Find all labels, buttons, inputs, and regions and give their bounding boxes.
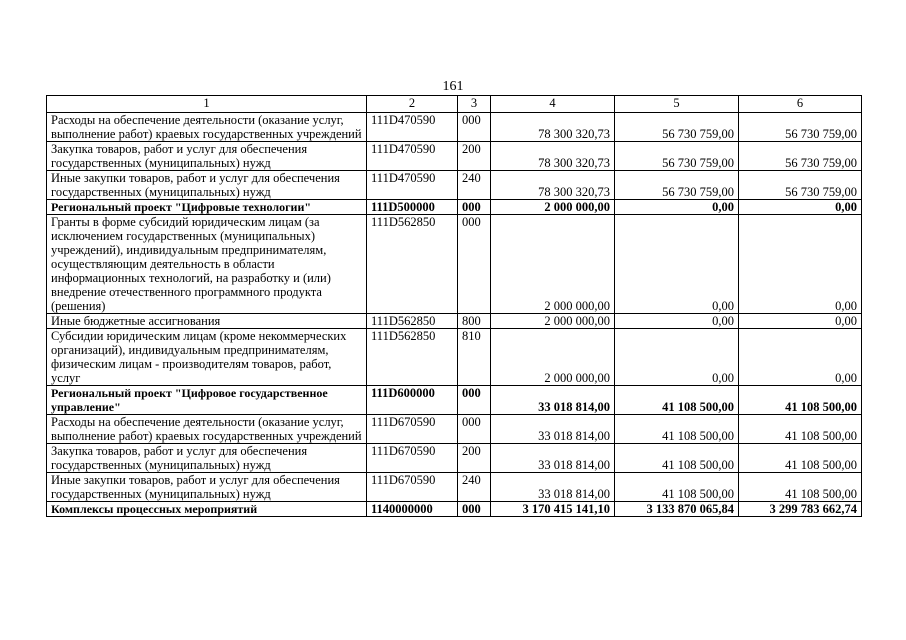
cell-target-code: 111D500000 [367,200,458,215]
cell-amount-2: 56 730 759,00 [615,142,739,171]
cell-amount-2: 56 730 759,00 [615,113,739,142]
cell-target-code: 111D670590 [367,473,458,502]
cell-amount-3: 56 730 759,00 [739,142,862,171]
cell-amount-1: 33 018 814,00 [491,444,615,473]
table-row [47,314,862,329]
cell-name: Закупка товаров, работ и услуг для обеспечения государственных (муниципальных) нужд [47,142,367,171]
cell-target-code: 111D470590 [367,113,458,142]
cell-amount-2: 41 108 500,00 [615,473,739,502]
cell-name: Расходы на обеспечение деятельности (оказание услуг, выполнение работ) краевых государственных учреждений [47,415,367,444]
cell-amount-1: 2 000 000,00 [491,314,615,329]
cell-amount-3: 3 299 783 662,74 [739,502,862,517]
cell-amount-3: 56 730 759,00 [739,113,862,142]
cell-name: Региональный проект "Цифровые технологии" [47,200,367,215]
table-row-section [47,502,862,517]
cell-amount-2: 41 108 500,00 [615,444,739,473]
column-header: 1 [47,96,367,113]
cell-expense-type: 200 [458,142,491,171]
table-row [47,415,862,444]
cell-amount-2: 0,00 [615,200,739,215]
cell-amount-1: 2 000 000,00 [491,200,615,215]
cell-target-code: 111D562850 [367,314,458,329]
cell-amount-2: 3 133 870 065,84 [615,502,739,517]
table-row [47,473,862,502]
page-number: 161 [442,79,464,94]
column-header: 4 [491,96,615,113]
cell-amount-1: 2 000 000,00 [491,215,615,314]
column-header: 2 [367,96,458,113]
cell-expense-type: 800 [458,314,491,329]
cell-name: Закупка товаров, работ и услуг для обеспечения государственных (муниципальных) нужд [47,444,367,473]
cell-name: Региональный проект "Цифровое государственное управление" [47,386,367,415]
table-row [47,329,862,386]
cell-amount-3: 0,00 [739,200,862,215]
column-header: 5 [615,96,739,113]
cell-amount-2: 41 108 500,00 [615,415,739,444]
cell-amount-3: 41 108 500,00 [739,444,862,473]
column-number-row [47,96,862,113]
cell-amount-1: 78 300 320,73 [491,113,615,142]
cell-target-code: 111D600000 [367,386,458,415]
cell-amount-2: 0,00 [615,314,739,329]
cell-amount-1: 3 170 415 141,10 [491,502,615,517]
cell-target-code: 1140000000 [367,502,458,517]
cell-name: Расходы на обеспечение деятельности (оказание услуг, выполнение работ) краевых государственных учреждений [47,113,367,142]
cell-name: Иные закупки товаров, работ и услуг для обеспечения государственных (муниципальных) нужд [47,473,367,502]
cell-name: Иные бюджетные ассигнования [47,314,367,329]
cell-amount-1: 33 018 814,00 [491,415,615,444]
cell-amount-1: 78 300 320,73 [491,171,615,200]
cell-expense-type: 000 [458,386,491,415]
column-header: 3 [458,96,491,113]
cell-name: Гранты в форме субсидий юридическим лицам (за исключением государственных (муниципальных) учреждений), индивидуальным предпринимателям, осуществляющим деятельность в области информационных технологий, на разработку и (или) внедрение отечественного программного продукта (решения) [47,215,367,314]
cell-expense-type: 000 [458,113,491,142]
budget-table [46,95,862,517]
table-row-section [47,200,862,215]
cell-amount-2: 56 730 759,00 [615,171,739,200]
table-row [47,215,862,314]
column-header: 6 [739,96,862,113]
cell-target-code: 111D670590 [367,444,458,473]
cell-name: Комплексы процессных мероприятий [47,502,367,517]
cell-expense-type: 240 [458,171,491,200]
cell-expense-type: 810 [458,329,491,386]
cell-expense-type: 000 [458,215,491,314]
cell-amount-3: 41 108 500,00 [739,386,862,415]
cell-name: Субсидии юридическим лицам (кроме некоммерческих организаций), индивидуальным предпринимателям, физическим лицам - производителям товаров, работ, услуг [47,329,367,386]
cell-amount-3: 41 108 500,00 [739,415,862,444]
cell-target-code: 111D670590 [367,415,458,444]
table-row [47,142,862,171]
cell-amount-3: 41 108 500,00 [739,473,862,502]
cell-expense-type: 000 [458,415,491,444]
table-row-section [47,386,862,415]
table-row [47,171,862,200]
cell-target-code: 111D470590 [367,171,458,200]
table-row [47,444,862,473]
cell-expense-type: 240 [458,473,491,502]
cell-name: Иные закупки товаров, работ и услуг для обеспечения государственных (муниципальных) нужд [47,171,367,200]
cell-target-code: 111D470590 [367,142,458,171]
cell-amount-1: 2 000 000,00 [491,329,615,386]
cell-expense-type: 200 [458,444,491,473]
cell-amount-3: 56 730 759,00 [739,171,862,200]
cell-expense-type: 000 [458,502,491,517]
cell-target-code: 111D562850 [367,329,458,386]
cell-amount-3: 0,00 [739,314,862,329]
cell-amount-3: 0,00 [739,215,862,314]
cell-amount-2: 41 108 500,00 [615,386,739,415]
cell-amount-3: 0,00 [739,329,862,386]
cell-amount-2: 0,00 [615,215,739,314]
cell-amount-1: 78 300 320,73 [491,142,615,171]
cell-amount-1: 33 018 814,00 [491,473,615,502]
cell-amount-1: 33 018 814,00 [491,386,615,415]
cell-amount-2: 0,00 [615,329,739,386]
table-row [47,113,862,142]
cell-target-code: 111D562850 [367,215,458,314]
cell-expense-type: 000 [458,200,491,215]
